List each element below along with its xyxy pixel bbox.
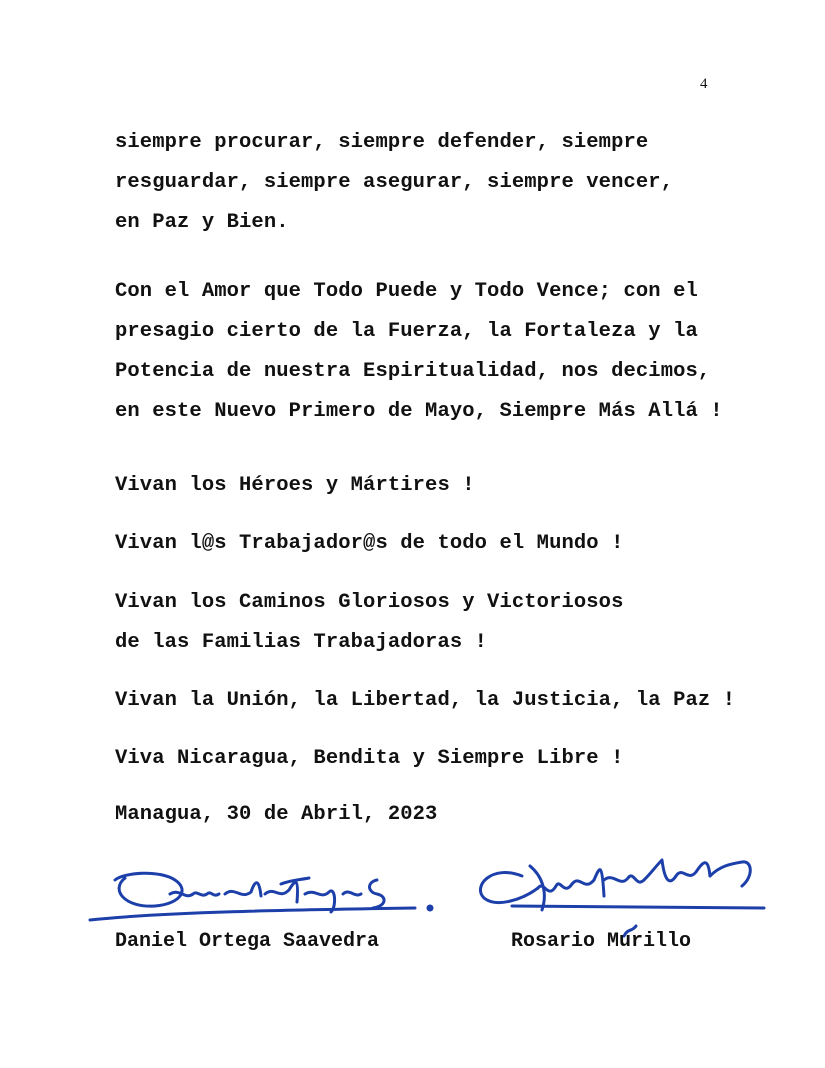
cheer-union: Vivan la Unión, la Libertad, la Justicia, la Paz !: [115, 689, 736, 712]
page-number: 4: [700, 76, 708, 92]
paragraph-2-line-3: Potencia de nuestra Espiritualidad, nos decimos,: [115, 360, 711, 383]
signatory-name-left: Daniel Ortega Saavedra: [115, 930, 380, 953]
paragraph-1-line-3: en Paz y Bien.: [115, 211, 289, 234]
left-signature: [85, 850, 455, 930]
paragraph-2-line-2: presagio cierto de la Fuerza, la Fortaleza y la: [115, 320, 698, 343]
cheer-workers: Vivan l@s Trabajador@s de todo el Mundo !: [115, 532, 624, 555]
cheer-paths-line-1: Vivan los Caminos Gloriosos y Victoriosos: [115, 591, 624, 614]
cheer-nicaragua: Viva Nicaragua, Bendita y Siempre Libre !: [115, 747, 624, 770]
signatory-name-right: Rosario Murillo: [511, 930, 692, 953]
paragraph-1-line-1: siempre procurar, siempre defender, siempre: [115, 131, 649, 154]
cheer-paths-line-2: de las Familias Trabajadoras !: [115, 631, 488, 654]
paragraph-1-line-2: resguardar, siempre asegurar, siempre vencer,: [115, 171, 674, 194]
paragraph-2-line-1: Con el Amor que Todo Puede y Todo Vence; con el: [115, 280, 698, 303]
place-and-date: Managua, 30 de Abril, 2023: [115, 803, 438, 826]
paragraph-2-line-4: en este Nuevo Primero de Mayo, Siempre Más Allá !: [115, 400, 723, 423]
cheer-heroes: Vivan los Héroes y Mártires !: [115, 474, 475, 497]
